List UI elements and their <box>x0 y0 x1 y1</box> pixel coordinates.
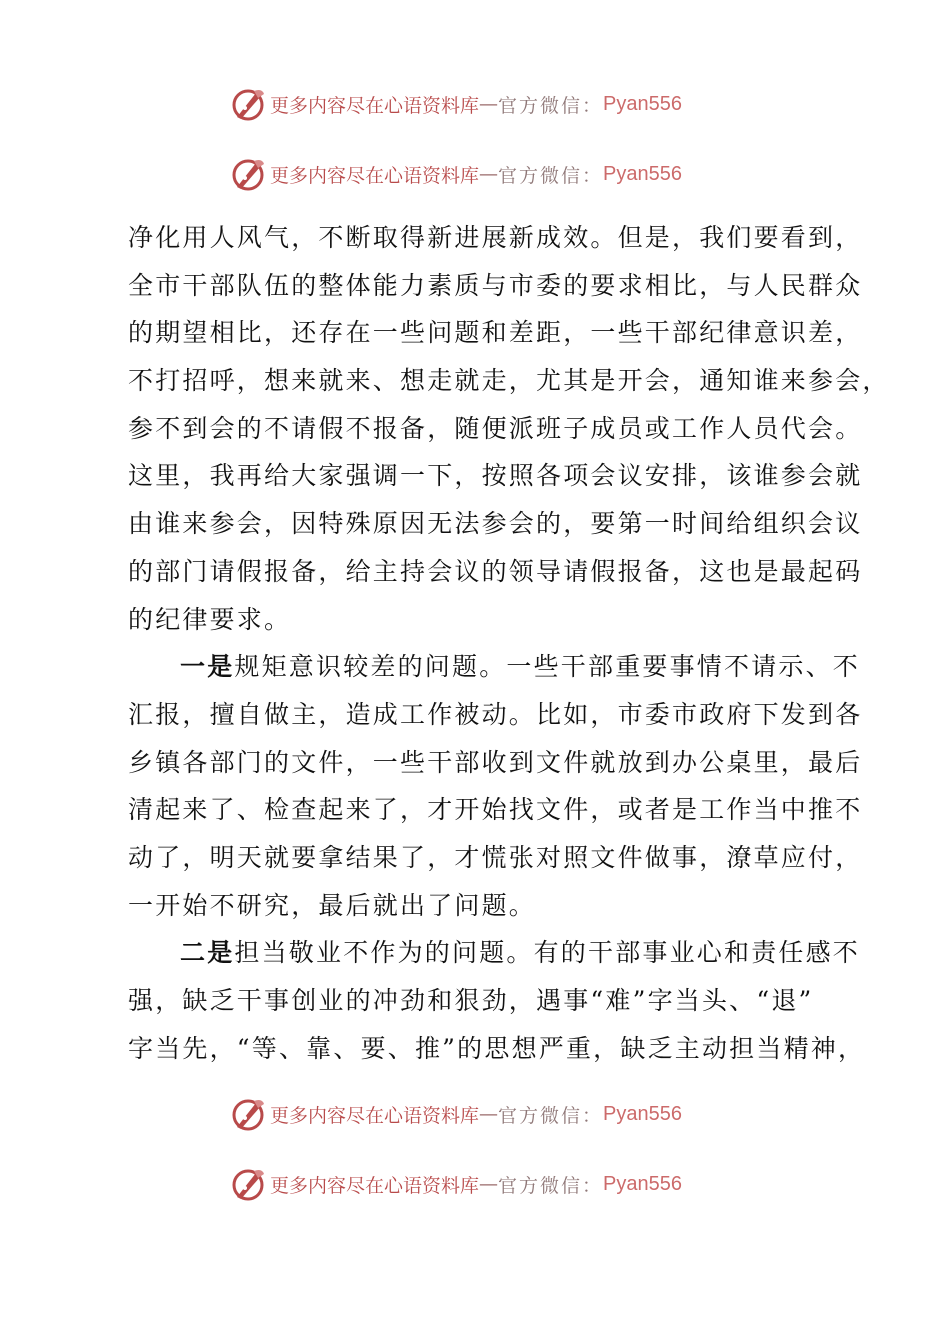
watermark-id: Pyan556 <box>603 1102 682 1125</box>
watermark-banner <box>228 1094 682 1134</box>
text-line-content: 规矩意识较差的问题。一些干部重要事情不请示、不 <box>234 652 861 682</box>
paragraph-lead: 一是 <box>180 652 235 682</box>
text-line: 的纪律要求。 <box>128 604 292 634</box>
watermark-dash: — <box>479 93 499 115</box>
text-line: 汇报，擅自做主，造成工作被动。比如，市委市政府下发到各 <box>128 699 863 729</box>
text-line: 乡镇各部门的文件，一些干部收到文件就放到办公桌里，最后 <box>128 747 863 777</box>
text-line: 这里，我再给大家强调一下，按照各项会议安排，该谁参会就 <box>128 461 863 491</box>
text-line: 清起来了、检查起来了，才开始找文件，或者是工作当中推不 <box>128 795 863 825</box>
text-line <box>128 643 861 691</box>
paragraph-lead: 二是 <box>180 938 235 968</box>
text-line: 全市干部队伍的整体能力素质与市委的要求相比，与人民群众 <box>128 270 863 300</box>
watermark-banner <box>228 1164 682 1204</box>
text-line: 参不到会的不请假不报备，随便派班子成员或工作人员代会。 <box>128 413 863 443</box>
watermark-banner <box>228 154 682 194</box>
watermark-id: Pyan556 <box>603 1172 682 1195</box>
watermark-label: 官方微信： <box>498 1174 604 1197</box>
paragraph <box>128 214 890 643</box>
quill-pen-circle-icon <box>228 1164 268 1204</box>
text-line <box>128 929 861 977</box>
quill-pen-circle-icon <box>228 1094 268 1134</box>
watermark-main-text: 更多内容尽在心语资料库 <box>270 94 480 117</box>
text-line-content: 担当敬业不作为的问题。有的干部事业心和责任感不 <box>234 938 861 968</box>
paragraph <box>128 643 863 929</box>
text-line: 字当先，“等、靠、要、推”的思想严重，缺乏主动担当精神， <box>128 1033 866 1063</box>
watermark-main-text: 更多内容尽在心语资料库 <box>270 1174 480 1197</box>
watermark-main-text: 更多内容尽在心语资料库 <box>270 1104 480 1127</box>
text-line: 强，缺乏干事创业的冲劲和狠劲，遇事“难”字当头、“退” <box>128 986 814 1015</box>
text-line: 不打招呼，想来就来、想走就走，尤其是开会，通知谁来参会， <box>128 366 890 396</box>
text-line: 的期望相比，还存在一些问题和差距，一些干部纪律意识差， <box>128 318 863 348</box>
watermark-dash: — <box>479 163 499 185</box>
watermark-label: 官方微信： <box>498 1104 604 1127</box>
text-line: 一开始不研究，最后就出了问题。 <box>128 890 537 920</box>
text-line: 动了，明天就要拿结果了，才慌张对照文件做事，潦草应付， <box>128 842 863 872</box>
watermark-dash: — <box>479 1103 499 1125</box>
watermark-main-text: 更多内容尽在心语资料库 <box>270 164 480 187</box>
watermark-id: Pyan556 <box>603 92 682 115</box>
watermark-banner <box>228 84 682 124</box>
watermark-label: 官方微信： <box>498 94 604 117</box>
text-line: 的部门请假报备，给主持会议的领导请假报备，这也是最起码 <box>128 556 863 586</box>
quill-pen-circle-icon <box>228 84 268 124</box>
quill-pen-circle-icon <box>228 154 268 194</box>
watermark-label: 官方微信： <box>498 164 604 187</box>
watermark-dash: — <box>479 1173 499 1195</box>
document-body <box>128 214 890 1072</box>
watermark-id: Pyan556 <box>603 162 682 185</box>
text-line: 由谁来参会，因特殊原因无法参会的，要第一时间给组织会议 <box>128 509 863 539</box>
paragraph <box>128 929 866 1072</box>
text-line: 净化用人风气，不断取得新进展新成效。但是，我们要看到， <box>128 223 863 252</box>
